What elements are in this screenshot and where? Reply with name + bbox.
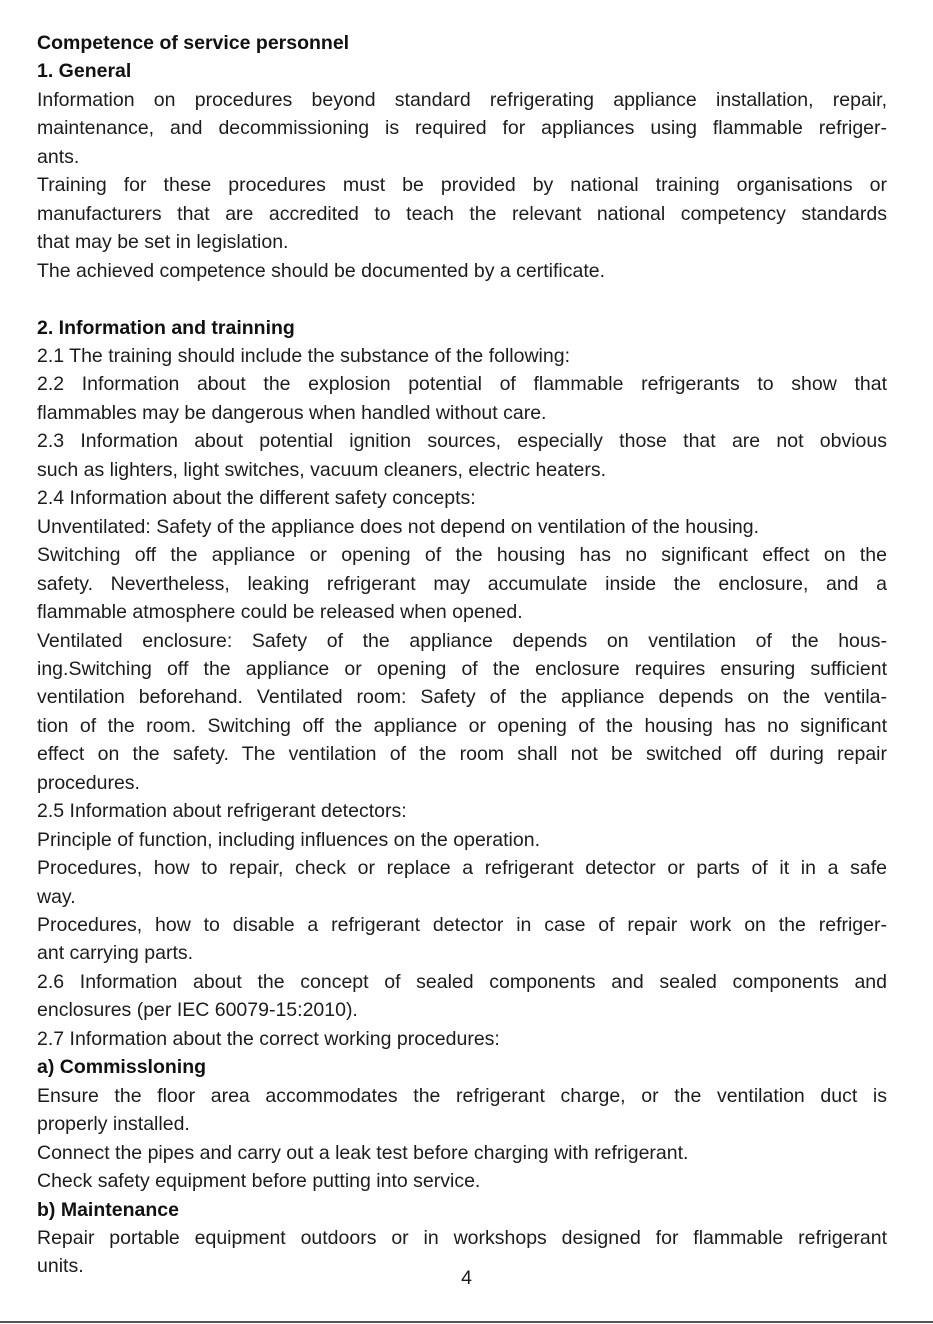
text-line: flammables may be dangerous when handled without care. bbox=[37, 401, 547, 424]
text-line: 2.6 Information about the concept of sealed components and sealed components and bbox=[37, 970, 887, 993]
text-line: Unventilated: Safety of the appliance does not depend on ventilation of the housing. bbox=[37, 515, 760, 538]
text-line: 2.4 Information about the different safety concepts: bbox=[37, 487, 476, 510]
document-body bbox=[37, 29, 887, 1281]
text-line: effect on the safety. The ventilation of the room shall not be switched off during repair bbox=[37, 743, 887, 766]
text-line: 2.3 Information about potential ignition sources, especially those that are not obvious bbox=[37, 430, 887, 453]
text-line: that may be set in legislation. bbox=[37, 231, 289, 254]
text-line: manufacturers that are accredited to teach the relevant national competency standards bbox=[37, 202, 887, 225]
text-line: enclosures (per IEC 60079-15:2010). bbox=[37, 999, 358, 1022]
text-line: procedures. bbox=[37, 771, 140, 794]
section-heading: 1. General bbox=[37, 60, 132, 83]
text-line: Switching off the appliance or opening of the housing has no significant effect on the bbox=[37, 544, 887, 567]
blank-line bbox=[37, 285, 887, 313]
text-line: Procedures, how to repair, check or replace a refrigerant detector or parts of it in a safe bbox=[37, 857, 887, 880]
text-line: flammable atmosphere could be released when opened. bbox=[37, 601, 523, 624]
text-line: such as lighters, light switches, vacuum cleaners, electric heaters. bbox=[37, 458, 606, 481]
text-line: Principle of function, including influences on the operation. bbox=[37, 828, 540, 851]
text-line: Ensure the floor area accommodates the refrigerant charge, or the ventilation duct is bbox=[37, 1084, 887, 1107]
text-line: The achieved competence should be documented by a certificate. bbox=[37, 259, 606, 282]
text-line: tion of the room. Switching off the appliance or opening of the housing has no significant bbox=[37, 714, 887, 737]
text-line: safety. Nevertheless, leaking refrigerant may accumulate inside the enclosure, and a bbox=[37, 572, 887, 595]
text-line: properly installed. bbox=[37, 1113, 190, 1136]
section-heading: 2. Information and trainning bbox=[37, 316, 295, 339]
text-line: Check safety equipment before putting into service. bbox=[37, 1170, 481, 1193]
text-line: 2.1 The training should include the substance of the following: bbox=[37, 344, 570, 367]
text-line: units. bbox=[37, 1255, 84, 1278]
text-line: 2.5 Information about refrigerant detectors: bbox=[37, 800, 407, 823]
text-line: way. bbox=[37, 885, 76, 908]
text-line: Repair portable equipment outdoors or in workshops designed for flammable refrigerant bbox=[37, 1227, 887, 1250]
text-line: maintenance, and decommissioning is required for appliances using flammable refriger- bbox=[37, 117, 887, 140]
section-heading: a) Commissloning bbox=[37, 1056, 207, 1079]
page-number: 4 bbox=[461, 1267, 472, 1289]
text-line: ventilation beforehand. Ventilated room: Safety of the appliance depends on the ventila- bbox=[37, 686, 887, 709]
page-title: Competence of service personnel bbox=[37, 32, 350, 54]
text-line: Procedures, how to disable a refrigerant detector in case of repair work on the refriger- bbox=[37, 914, 887, 937]
text-line: Connect the pipes and carry out a leak test before charging with refrigerant. bbox=[37, 1141, 689, 1164]
footer-rule bbox=[0, 1321, 933, 1323]
text-line: Information on procedures beyond standard refrigerating appliance installation, repair, bbox=[37, 88, 887, 111]
text-line: ants. bbox=[37, 145, 80, 168]
text-line: Ventilated enclosure: Safety of the appliance depends on ventilation of the hous- bbox=[37, 629, 887, 652]
document-lines bbox=[37, 57, 887, 1280]
text-line: ing.Switching off the appliance or opening of the enclosure requires ensuring sufficient bbox=[37, 657, 887, 680]
text-line: Training for these procedures must be provided by national training organisations or bbox=[37, 174, 887, 197]
text-line: 2.7 Information about the correct working procedures: bbox=[37, 1027, 500, 1050]
text-line: 2.2 Information about the explosion potential of flammable refrigerants to show that bbox=[37, 373, 887, 396]
section-heading: b) Maintenance bbox=[37, 1198, 179, 1221]
text-line: ant carrying parts. bbox=[37, 942, 194, 965]
